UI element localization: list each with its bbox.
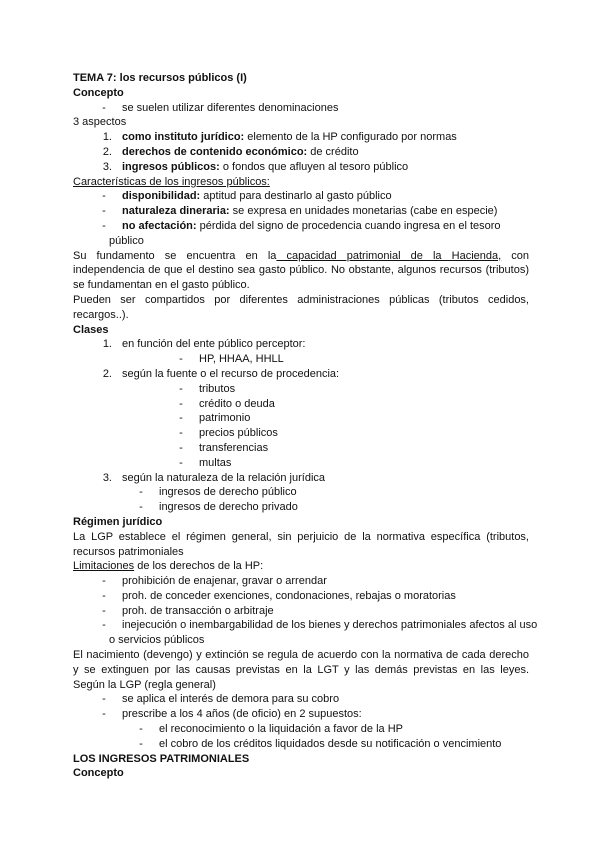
paragraph-line: recargos..). bbox=[73, 308, 129, 321]
heading-concepto-2: Concepto bbox=[73, 767, 124, 780]
sub-list-item: - tributos bbox=[179, 382, 236, 395]
list-item: - no afectación: pérdida del signo de procedencia cuando ingresa en el tesoro bbox=[102, 219, 501, 232]
list-item: - prohibición de enajenar, gravar o arrendar bbox=[102, 575, 327, 588]
heading-caracteristicas: Características de los ingresos públicos: bbox=[73, 175, 270, 188]
sub-list-item: - patrimonio bbox=[179, 412, 251, 425]
sub-list-item: - crédito o deuda bbox=[179, 397, 275, 410]
aspectos-intro: 3 aspectos bbox=[73, 116, 127, 129]
sub-list-item: - el cobro de los créditos liquidados desde su notificación o vencimiento bbox=[139, 737, 502, 750]
list-item-continuation: o servicios públicos bbox=[109, 634, 205, 647]
paragraph-line: y se extinguen por las causas previstas en la LGT y las demás previstas en las leyes. bbox=[73, 663, 529, 676]
list-item: - se aplica el interés de demora para su cobro bbox=[102, 693, 340, 706]
lgp-intro: Según la LGP (regla general) bbox=[73, 678, 216, 691]
sub-list-item: - ingresos de derecho privado bbox=[139, 501, 298, 514]
sub-list-item: - multas bbox=[179, 456, 232, 469]
list-item: - prescribe a los 4 años (de oficio) en 2 supuestos: bbox=[102, 708, 362, 721]
limitaciones-heading: Limitaciones de los derechos de la HP: bbox=[73, 560, 264, 573]
list-item: 3. ingresos públicos: o fondos que afluyen al tesoro público bbox=[102, 160, 409, 173]
list-item: - disponibilidad: aptitud para destinarlo al gasto público bbox=[102, 190, 392, 203]
list-item: 2. derechos de contenido económico: de crédito bbox=[102, 145, 359, 158]
document-body bbox=[73, 71, 538, 781]
heading-ingresos-patrimoniales: LOS INGRESOS PATRIMONIALES bbox=[73, 752, 250, 765]
paragraph-line: Pueden ser compartidos por diferentes administraciones públicas (tributos cedidos, bbox=[73, 293, 529, 306]
list-item: - naturaleza dineraria: se expresa en unidades monetarias (cabe en especie) bbox=[102, 205, 498, 218]
paragraph-line: Su fundamento se encuentra en la capacidad patrimonial de la Hacienda, con bbox=[73, 249, 530, 262]
sub-list-item: - HP, HHAA, HHLL bbox=[179, 353, 284, 366]
sub-list-item: - precios públicos bbox=[179, 427, 278, 440]
paragraph-line: independencia de que el destino sea gasto público. No obstante, algunos recursos (tributos) bbox=[73, 264, 529, 277]
list-item: - proh. de transacción o arbitraje bbox=[102, 604, 274, 617]
list-item: 1. en función del ente público perceptor: bbox=[102, 338, 306, 351]
sub-list-item: - ingresos de derecho público bbox=[139, 486, 297, 499]
heading-clases: Clases bbox=[73, 323, 109, 336]
list-item: - proh. de conceder exenciones, condonaciones, rebajas o moratorias bbox=[102, 589, 456, 602]
paragraph-line: se fundamentan en el gasto público. bbox=[73, 279, 250, 292]
heading-concepto: Concepto bbox=[73, 86, 124, 99]
list-item: - se suelen utilizar diferentes denominaciones bbox=[102, 101, 339, 114]
list-item: - inejecución o inembargabilidad de los bienes y derechos patrimoniales afectos al uso bbox=[102, 619, 538, 632]
sub-list-item: - transferencias bbox=[179, 441, 269, 454]
list-item: 1. como instituto jurídico: elemento de la HP configurado por normas bbox=[102, 131, 457, 144]
paragraph-line: recursos patrimoniales bbox=[73, 545, 184, 558]
paragraph-line: La LGP establece el régimen general, sin perjuicio de la normativa específica (tributos, bbox=[73, 530, 529, 543]
list-item: 3. según la naturaleza de la relación jurídica bbox=[102, 471, 326, 484]
page-title: TEMA 7: los recursos públicos (I) bbox=[73, 72, 247, 84]
list-item: 2. según la fuente o el recurso de procedencia: bbox=[102, 367, 340, 380]
list-item-continuation: público bbox=[109, 234, 144, 247]
heading-regimen: Régimen jurídico bbox=[73, 515, 163, 528]
paragraph-line: El nacimiento (devengo) y extinción se regula de acuerdo con la normativa de cada derecho bbox=[73, 649, 529, 662]
sub-list-item: - el reconocimiento o la liquidación a favor de la HP bbox=[139, 723, 403, 736]
